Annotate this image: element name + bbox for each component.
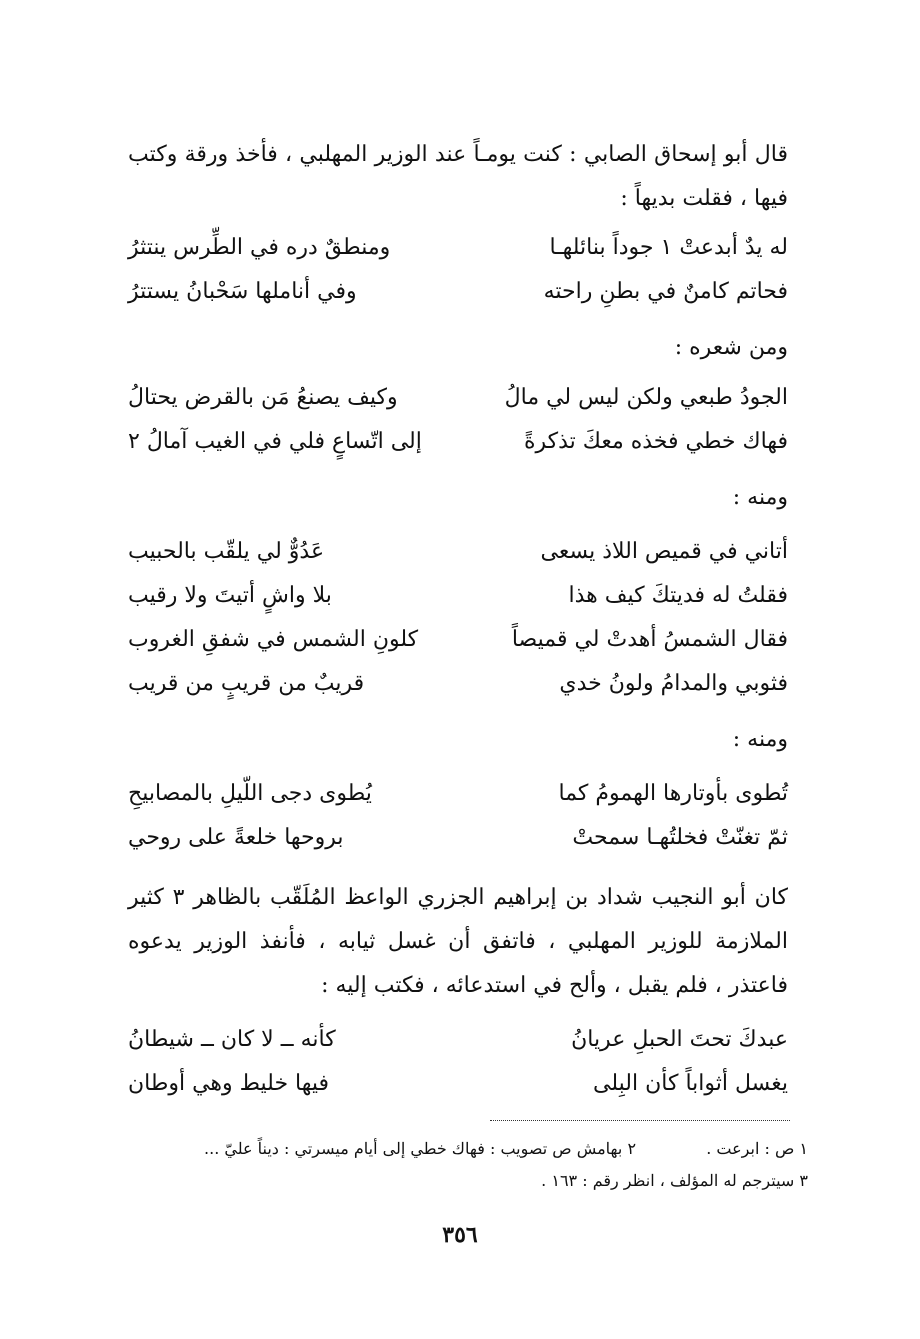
second-paragraph: كان أبو النجيب شداد بن إبراهيم الجزري الواعظ المُلَقّب بالظاهر ٣ كثير الملازمة للوزير المهلبي ، فاتفق أن غسل ثيابه ، فأنفذ الوزير يدعوه فاعتذر ، فلم يقبل ، وألح في استدعائه ، فكتب إليه : [128, 885, 789, 998]
verse-line [128, 376, 788, 420]
first-hemistich: يغسل أثواباً كأن البِلى [593, 1071, 788, 1096]
first-hemistich: تُطوى بأوتارها الهمومُ كما [558, 781, 788, 806]
verse-line [128, 226, 788, 270]
second-hemistich: قريبٌ من قريبٍ من قريب [128, 671, 365, 696]
first-hemistich: الجودُ طبعي ولكن ليس لي مالُ [504, 385, 788, 410]
footnote-divider [490, 1120, 790, 1121]
verse-line [128, 530, 788, 574]
footnote-3: ٣ سيترجم له المؤلف ، انظر رقم : ١٦٣ . [541, 1171, 808, 1190]
section-label: ومنه : [732, 727, 788, 752]
second-hemistich: بلا واشٍ أتيتَ ولا رقيب [128, 583, 332, 608]
second-hemistich: فيها خليط وهي أوطان [128, 1071, 330, 1096]
first-hemistich: عبدكَ تحتَ الحبلِ عريانُ [571, 1027, 788, 1052]
second-hemistich: عَدُوٌّ لي يلقّب بالحبيب [128, 539, 325, 564]
verse-line [128, 1062, 788, 1106]
section-label: ومنه : [732, 485, 788, 510]
section-label: ومن شعره : [674, 335, 788, 360]
first-hemistich: فقال الشمسُ أهدتْ لي قميصاً [511, 627, 788, 652]
poem-block-4 [128, 772, 788, 860]
page-number: ٣٥٦ [442, 1222, 478, 1248]
second-hemistich: بروحها خلعةً على روحي [128, 825, 344, 850]
first-hemistich: أتاني في قميص اللاذ يسعى [540, 539, 788, 564]
footnote-line [128, 1134, 808, 1164]
verse-line [128, 420, 788, 464]
poem-block-1 [128, 226, 788, 314]
verse-line [128, 618, 788, 662]
footnote-2: ٢ بهامش ص تصويب : فهاك خطي إلى أيام ميسرتي : ديناً عليّ ... [204, 1139, 637, 1158]
second-hemistich: وفي أناملها سَحْبانُ يستترُ [128, 279, 357, 304]
first-hemistich: فهاك خطي فخذه معكَ تذكرةً [524, 429, 788, 454]
opening-paragraph: قال أبو إسحاق الصابي : كنت يومـاً عند الوزير المهلبي ، فأخذ ورقة وكتب فيها ، فقلت بديهاً : [128, 142, 788, 211]
second-hemistich: إلى اتّساعٍ فلي في الغيب آمالُ ٢ [128, 429, 422, 454]
verse-line [128, 662, 788, 706]
second-hemistich: كأنه ــ لا كان ــ شيطانُ [128, 1027, 336, 1052]
first-hemistich: فثوبي والمدامُ ولونُ خدي [559, 671, 788, 696]
first-hemistich: له يدٌ أبدعتْ ١ جوداً بنائلهـا [549, 235, 788, 260]
verse-line [128, 1018, 788, 1062]
verse-line [128, 772, 788, 816]
footnote-1: ١ ص : ابرعت . [706, 1139, 808, 1158]
first-hemistich: فحاتم كامنٌ في بطنِ راحته [543, 279, 788, 304]
second-hemistich: كلونِ الشمس في شفقِ الغروب [128, 627, 419, 652]
poem-block-3 [128, 530, 788, 706]
footnote-line [128, 1166, 808, 1196]
first-hemistich: فقلتُ له فديتكَ كيف هذا [568, 583, 788, 608]
verse-line [128, 816, 788, 860]
poem-block-5 [128, 1018, 788, 1106]
first-hemistich: ثمّ تغنّتْ فخلتُهـا سمحتْ [572, 825, 788, 850]
second-hemistich: يُطوى دجى اللّيلِ بالمصابيحِ [128, 781, 372, 806]
poem-block-2 [128, 376, 788, 464]
verse-line [128, 270, 788, 314]
second-hemistich: وكيف يصنعُ مَن بالقرض يحتالُ [128, 385, 398, 410]
second-hemistich: ومنطقٌ دره في الطِّرس ينتثرُ [128, 235, 391, 260]
verse-line [128, 574, 788, 618]
